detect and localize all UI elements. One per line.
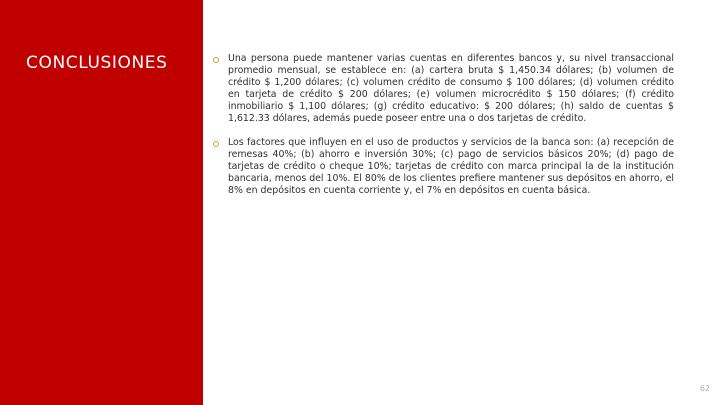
bullet-item	[213, 137, 674, 197]
slide-title: CONCLUSIONES	[26, 53, 168, 73]
circle-bullet-icon	[213, 141, 219, 147]
bullet-text: Los factores que influyen en el uso de productos y servicios de la banca son: (a) recepción de remesas 40%; (b) ahorro e inversión 30%; (c) pago de servicios básicos 20%; (d) pago de tarjetas de crédito o cheque 10%; tarjetas de crédito con marca principal la de la institución bancaria, menos del 10%. El 80% de los clientes prefiere mantener sus depósitos en ahorro, el 8% en depósitos en cuenta corriente y, el 7% en depósitos en cuenta básica.	[228, 137, 674, 196]
page-number: 62	[699, 384, 710, 393]
title-sidebar	[0, 0, 203, 405]
bullet-item	[213, 53, 674, 125]
circle-bullet-icon	[213, 57, 219, 63]
bullet-list	[213, 53, 674, 209]
bullet-text: Una persona puede mantener varias cuentas en diferentes bancos y, su nivel transaccional promedio mensual, se establece en: (a) cartera bruta $ 1,450.34 dólares; (b) volumen de crédito $ 1,200 dólares; (c) volumen crédito de consumo $ 100 dólares; (d) volumen crédito en tarjeta de crédito $ 200 dólares; (e) volumen microcrédito $ 150 dólares; (f) crédito inmobiliario $ 1,100 dólares; (g) crédito educativo: $ 200 dólares; (h) saldo de cuentas $ 1,612.33 dólares, además puede poseer entre una o dos tarjetas de crédito.	[228, 53, 674, 124]
